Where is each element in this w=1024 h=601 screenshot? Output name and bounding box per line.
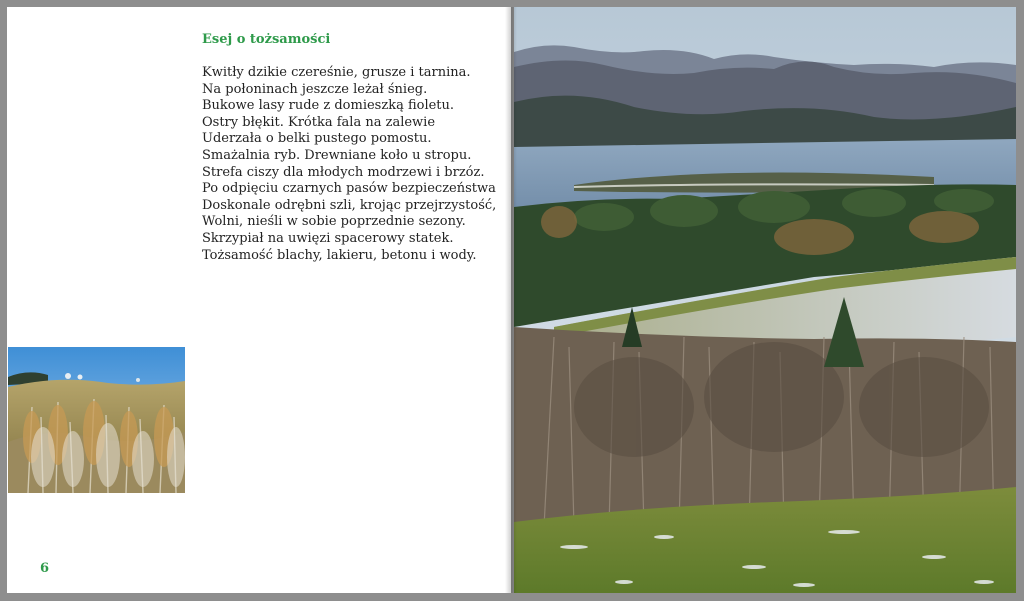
poem-line: Na połoninach jeszcze leżał śnieg. — [202, 81, 428, 97]
poem-title: Esej o tożsamości — [202, 32, 331, 47]
poem-line: Strefa ciszy dla młodych modrzewi i brzóz. — [202, 164, 485, 180]
poem-line: Ostry błękit. Krótka fala na zalewie — [202, 114, 436, 130]
poem-line: Smażalnia ryb. Drewniane koło u stropu. — [202, 147, 472, 163]
poem-line: Wolni, nieśli w sobie poprzednie sezony. — [202, 214, 466, 230]
poem-line: Uderzała o belki pustego pomostu. — [202, 131, 432, 147]
large-landscape-photo — [514, 7, 1016, 593]
poem-line: Bukowe lasy rude z domieszką fioletu. — [202, 98, 455, 114]
poem-line: Tożsamość blachy, lakieru, betonu i wody. — [202, 247, 477, 263]
poem-line: Po odpięciu czarnych pasów bezpieczeństwa — [202, 181, 496, 197]
poem-line: Doskonale odrębni szli, krojąc przejrzystość, — [202, 197, 497, 213]
poem-line: Skrzypiał na uwięzi spacerowy statek. — [202, 230, 454, 246]
left-page — [7, 7, 511, 593]
page-number: 6 — [40, 561, 50, 576]
right-page — [514, 7, 1016, 593]
small-landscape-photo — [8, 347, 185, 493]
poem-line: Kwitły dzikie czereśnie, grusze i tarnina. — [202, 65, 471, 80]
poem-text — [202, 65, 502, 264]
